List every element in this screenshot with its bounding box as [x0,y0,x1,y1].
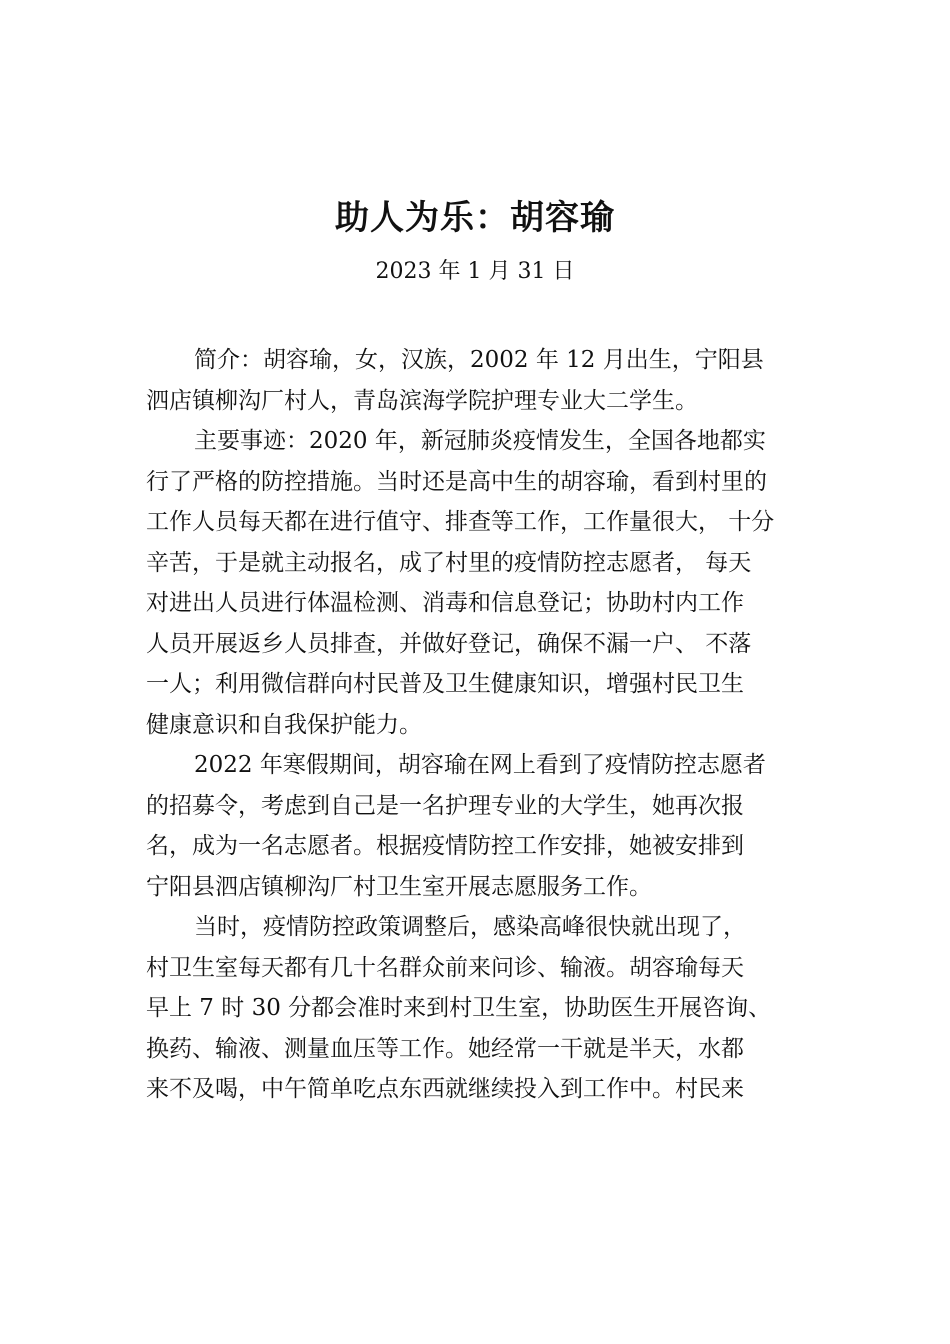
text-line: 健康意识和自我保护能力。 [146,711,422,738]
text-line: 一人；利用微信群向村民普及卫生健康知识，增强村民卫生 [146,671,744,697]
text-line: 辛苦，于是就主动报名，成了村里的疫情防控志愿者， 每天 [146,549,752,576]
text-line: 主要事迹：2020 年，新冠肺炎疫情发生，全国各地都实 [194,428,766,454]
text-line: 换药、输液、测量血压等工作。她经常一干就是半天，水都 [146,1035,744,1062]
text-line: 的招募令，考虑到自己是一名护理专业的大学生，她再次报 [146,792,744,819]
text-line: 村卫生室每天都有几十名群众前来问诊、输液。胡容瑜每天 [146,954,744,981]
text-line: 宁阳县泗店镇柳沟厂村卫生室开展志愿服务工作。 [146,873,652,900]
text-line: 当时，疫情防控政策调整后，感染高峰很快就出现了， [194,914,746,940]
text-line: 早上 7 时 30 分都会准时来到村卫生室，协助医生开展咨询、 [146,995,772,1021]
text-line: 对进出人员进行体温检测、消毒和信息登记；协助村内工作 [146,590,744,616]
text-line: 简介：胡容瑜，女，汉族，2002 年 12 月出生，宁阳县 [194,347,764,373]
paragraph-main-deeds [146,421,816,745]
paragraph-intro [146,340,816,421]
text-line: 人员开展返乡人员排查，并做好登记，确保不漏一户、 不落 [146,630,752,657]
text-line: 名，成为一名志愿者。根据疫情防控工作安排，她被安排到 [146,833,744,859]
text-line: 行了严格的防控措施。当时还是高中生的胡容瑜，看到村里的 [146,468,767,495]
paragraph-winter-break [146,745,816,907]
text-line: 来不及喝，中午简单吃点东西就继续投入到工作中。村民来 [146,1076,744,1102]
text-line: 工作人员每天都在进行值守、排查等工作，工作量很大， 十分 [146,509,775,535]
document-title: 助人为乐：胡容瑜 [335,198,615,238]
text-line: 泗店镇柳沟厂村人，青岛滨海学院护理专业大二学生。 [146,387,698,414]
text-line: 2022 年寒假期间，胡容瑜在网上看到了疫情防控志愿者 [194,752,766,778]
paragraph-infection-peak [146,907,816,1110]
document-date: 2023 年 1 月 31 日 [375,259,575,284]
